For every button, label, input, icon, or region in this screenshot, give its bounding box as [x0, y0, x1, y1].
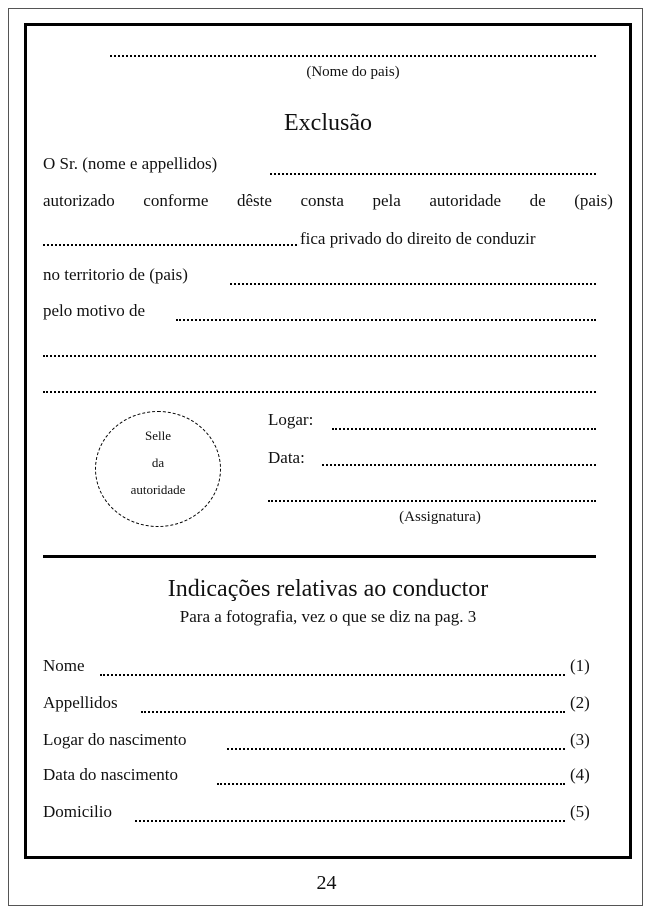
- place-label: Logar:: [268, 410, 314, 429]
- field-input-birthplace[interactable]: [227, 748, 565, 750]
- field-label-name: Nome: [43, 656, 85, 675]
- field-ref: (4): [570, 765, 590, 784]
- reason-label: pelo motivo de: [43, 301, 145, 320]
- field-ref: (1): [570, 656, 590, 675]
- word: pela: [372, 191, 401, 210]
- field-ref: (5): [570, 802, 590, 821]
- field-label-birthplace: Logar do nascimento: [43, 730, 187, 749]
- authority-seal-circle: [95, 411, 221, 527]
- field-input-birthdate[interactable]: [217, 783, 565, 785]
- authorized-line: [43, 191, 613, 211]
- reason-field-extra[interactable]: [43, 355, 596, 357]
- page-number: 24: [316, 872, 337, 894]
- field-ref: (3): [570, 730, 590, 749]
- territory-field[interactable]: [230, 283, 596, 285]
- field-label-birthdate: Data do nascimento: [43, 765, 179, 784]
- seal-text: autoridade: [130, 482, 186, 497]
- word: consta: [300, 191, 344, 210]
- field-input-name[interactable]: [100, 674, 565, 676]
- country-caption: (Nome do pais): [306, 64, 400, 80]
- field-input-surname[interactable]: [141, 711, 565, 713]
- field-input-domicile[interactable]: [135, 820, 565, 822]
- deprived-text: fica privado do direito de conduzir: [300, 229, 536, 248]
- section-divider: [43, 555, 596, 558]
- exclusion-title: Exclusão: [284, 110, 372, 136]
- signature-field[interactable]: [268, 500, 596, 502]
- name-label: O Sr. (nome e appellidos): [43, 154, 218, 173]
- reason-field-extra[interactable]: [43, 391, 596, 393]
- word: autorizado: [43, 191, 115, 210]
- field-label-domicile: Domicilio: [43, 802, 112, 821]
- word: (pais): [574, 191, 613, 210]
- seal-text: da: [151, 455, 165, 470]
- word: de: [529, 191, 546, 210]
- country-name-field[interactable]: [110, 55, 596, 57]
- field-label-surname: Appellidos: [43, 693, 118, 712]
- name-field[interactable]: [270, 173, 596, 175]
- date-field[interactable]: [322, 464, 596, 466]
- seal-text: Selle: [145, 428, 171, 443]
- driver-section-subtitle: Para a fotografia, vez o que se diz na pag. 3: [179, 607, 477, 626]
- signature-caption: (Assignatura): [399, 509, 481, 525]
- driver-section-title: Indicações relativas ao conductor: [167, 576, 489, 602]
- word: autoridade: [429, 191, 502, 210]
- field-ref: (2): [570, 693, 590, 712]
- word: dêste: [236, 191, 272, 210]
- word: conforme: [143, 191, 209, 210]
- territory-label: no territorio de (pais): [43, 265, 188, 284]
- authority-country-field[interactable]: [43, 244, 297, 246]
- date-label: Data:: [268, 448, 305, 467]
- place-field[interactable]: [332, 428, 596, 430]
- reason-field[interactable]: [176, 319, 596, 321]
